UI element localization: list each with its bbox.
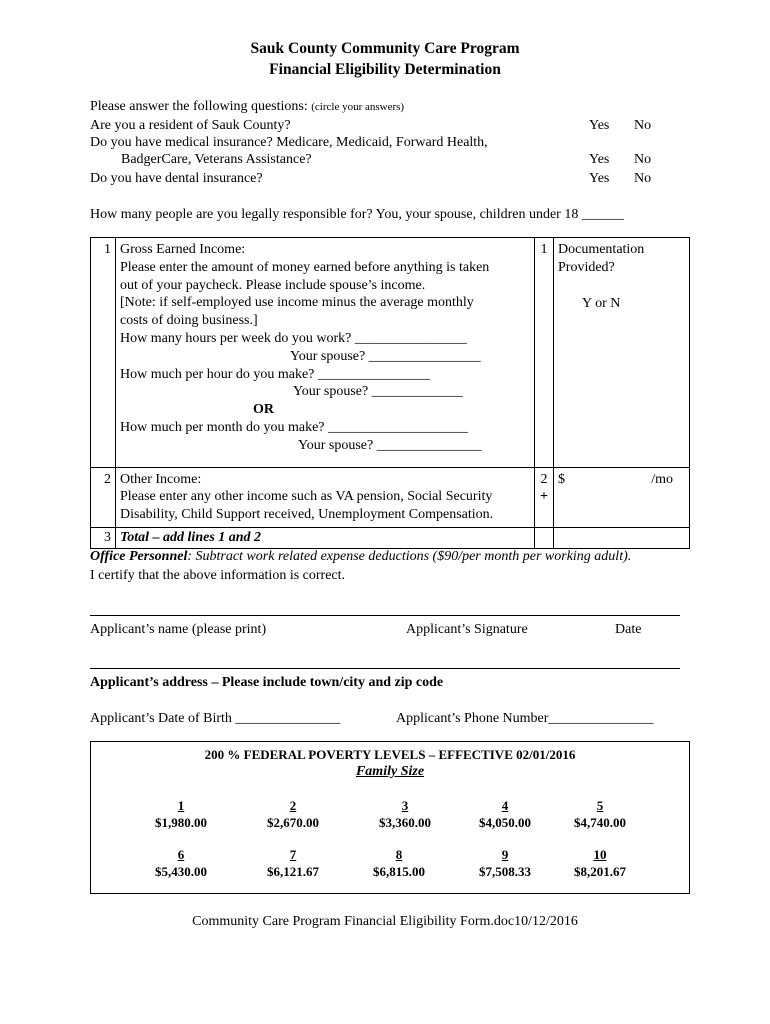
applicant-address-label: Applicant’s address – Please include town/city and zip code: [90, 675, 444, 690]
questions-intro: [90, 98, 404, 116]
date-label: Date: [615, 622, 642, 637]
table-row: [91, 527, 690, 548]
gross-income-line: Please enter the amount of money earned before anything is taken: [120, 259, 490, 275]
total-value-cell[interactable]: [554, 527, 690, 548]
row-number: 1: [535, 238, 554, 468]
plus-sign: +: [540, 489, 548, 505]
poverty-levels-heading: 200 % FEDERAL POVERTY LEVELS – EFFECTIVE 02/01/2016: [204, 747, 576, 762]
answer-no-medical[interactable]: No: [634, 152, 652, 167]
documentation-label: Documentation: [558, 242, 645, 257]
other-income-line: Please enter any other income such as VA pension, Social Security: [120, 489, 493, 505]
total-label: Total – add lines 1 and 2: [116, 527, 535, 548]
gross-income-cell: [116, 238, 535, 468]
documentation-yes-no[interactable]: Y or N: [582, 295, 621, 311]
per-month-label: /mo: [651, 471, 673, 487]
intro-note: (circle your answers): [311, 101, 405, 113]
documentation-cell: [554, 238, 690, 468]
hourly-rate-field[interactable]: How much per hour do you make? ________________: [120, 366, 430, 382]
document-footer: Community Care Program Financial Eligibility Form.doc10/12/2016: [192, 914, 578, 929]
row-number: 1: [91, 238, 116, 468]
other-income-line: Disability, Child Support received, Unemployment Compensation.: [120, 507, 494, 523]
answer-yes-medical[interactable]: Yes: [589, 152, 610, 167]
question-medical-insurance-cont: BadgerCare, Veterans Assistance?: [121, 152, 312, 167]
office-personnel-label: Office Personnel: [90, 549, 188, 564]
poverty-cell: 6 $5,430.00: [155, 847, 207, 879]
monthly-income-field[interactable]: How much per month do you make? ____________________: [120, 419, 469, 435]
monthly-total-cell[interactable]: [554, 467, 690, 527]
gross-income-line: costs of doing business.]: [120, 313, 258, 329]
poverty-cell: 4 $4,050.00: [479, 798, 531, 830]
intro-text: Please answer the following questions:: [90, 99, 308, 114]
gross-income-line: [Note: if self-employed use income minus the average monthly: [120, 295, 474, 311]
question-household-size[interactable]: How many people are you legally responsible for? You, your spouse, children under 18 ______: [90, 207, 624, 222]
family-size-heading: Family Size: [355, 764, 425, 779]
row-number: 3: [91, 527, 116, 548]
question-dental-insurance: Do you have dental insurance?: [90, 171, 263, 186]
poverty-levels-box: [90, 741, 690, 894]
poverty-cell: 8 $6,815.00: [373, 847, 425, 879]
other-income-cell: [116, 467, 535, 527]
phone-number-field[interactable]: Applicant’s Phone Number_______________: [396, 711, 654, 726]
or-separator: OR: [253, 402, 274, 418]
poverty-cell: 9 $7,508.33: [479, 847, 531, 879]
other-income-title: Other Income:: [120, 471, 202, 487]
table-row: [91, 467, 690, 527]
date-of-birth-field[interactable]: Applicant’s Date of Birth _______________: [90, 711, 341, 726]
applicant-signature-label: Applicant’s Signature: [406, 622, 528, 637]
spouse-monthly-field[interactable]: Your spouse? _______________: [298, 437, 482, 453]
certification-statement: I certify that the above information is correct.: [90, 568, 346, 583]
table-row: [91, 238, 690, 468]
spouse-rate-field[interactable]: Your spouse? _____________: [293, 384, 463, 400]
dollar-sign: $: [558, 471, 565, 487]
poverty-cell: 10 $8,201.67: [574, 847, 626, 879]
answer-yes-resident[interactable]: Yes: [589, 118, 610, 133]
total-empty-cell: [535, 527, 554, 548]
question-medical-insurance: Do you have medical insurance? Medicare, Medicaid, Forward Health,: [90, 135, 488, 150]
row-number: 2: [91, 467, 116, 527]
row-number: 2: [540, 471, 548, 487]
poverty-cell: 3 $3,360.00: [379, 798, 431, 830]
office-personnel-note: [90, 548, 631, 566]
answer-no-resident[interactable]: No: [634, 118, 652, 133]
gross-income-line: out of your paycheck. Please include spouse’s income.: [120, 277, 426, 293]
poverty-cell: 1 $1,980.00: [155, 798, 207, 830]
question-resident: Are you a resident of Sauk County?: [90, 118, 291, 133]
row-number-cell: [535, 467, 554, 527]
documentation-label: Provided?: [558, 259, 615, 275]
spouse-hours-field[interactable]: Your spouse? ________________: [290, 348, 481, 364]
answer-yes-dental[interactable]: Yes: [589, 171, 610, 186]
gross-income-title: Gross Earned Income:: [120, 242, 246, 257]
address-line[interactable]: [90, 668, 680, 669]
hours-per-week-field[interactable]: How many hours per week do you work? ________________: [120, 330, 467, 346]
income-table: [90, 237, 690, 549]
poverty-cell: 5 $4,740.00: [574, 798, 626, 830]
signature-line[interactable]: [90, 615, 680, 616]
form-title: Sauk County Community Care Program: [250, 40, 520, 57]
applicant-name-label: Applicant’s name (please print): [90, 622, 267, 637]
form-subtitle: Financial Eligibility Determination: [269, 61, 501, 78]
office-personnel-text: : Subtract work related expense deductions ($90/per month per working adult).: [187, 549, 632, 564]
poverty-cell: 2 $2,670.00: [267, 798, 319, 830]
poverty-cell: 7 $6,121.67: [267, 847, 319, 879]
answer-no-dental[interactable]: No: [634, 171, 652, 186]
